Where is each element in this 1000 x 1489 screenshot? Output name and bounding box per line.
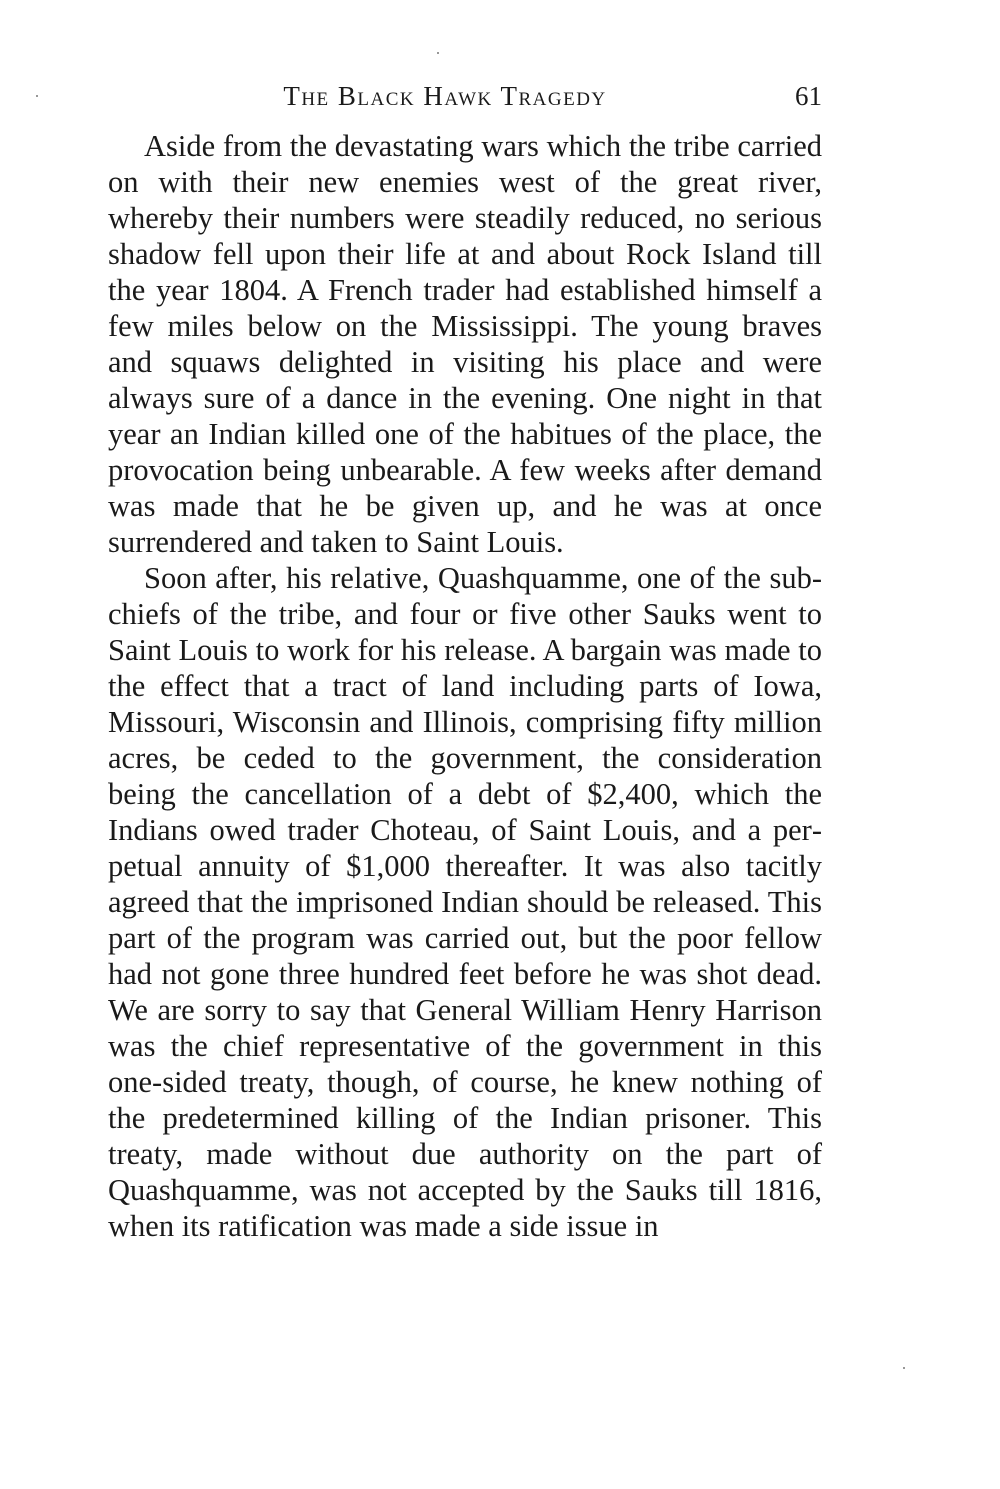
running-head	[108, 76, 822, 116]
paragraph: Soon after, his relative, Quashquamme, one of the sub-chiefs of the tribe, and four or five other Sauks went to Saint Louis to work for his release. A bargain was made to the effect that a tract of land including parts of Iowa, Missouri, Wisconsin and Illinois, comprising fifty million acres, be ceded to the government, the consideration being the cancellation of a debt of $2,400, which the Indians owed trader Choteau, of Saint Louis, and a perpetual annuity of $1,000 thereafter. It was also tacitly agreed that the imprisoned Indian should be released. This part of the program was carried out, but the poor fellow had not gone three hundred feet before he was shot dead. We are sorry to say that General William Henry Harrison was the chief representative of the government in this one-sided treaty, though, of course, he knew nothing of the predetermined killing of the Indian prisoner. This treaty, made without due authority on the part of Quashquamme, was not accepted by the Sauks till 1816, when its ratification was made a side issue in	[108, 561, 822, 1243]
body-text	[108, 128, 822, 1244]
page-number: 61	[795, 81, 822, 111]
scan-speck	[903, 1367, 905, 1369]
scan-speck	[437, 52, 439, 54]
paragraph: Aside from the devastating wars which the tribe carried on with their new enemies west of the great river, whereby their numbers were steadily reduced, no serious shadow fell upon their life at and about Rock Island till the year 1804. A French trader had established himself a few miles below on the Mississippi. The young braves and squaws delighted in visiting his place and were always sure of a dance in the evening. One night in that year an Indian killed one of the habitues of the place, the provocation being unbearable. A few weeks after demand was made that he be given up, and he was at once surrendered and taken to Saint Louis.	[108, 129, 822, 559]
running-title: The Black Hawk Tragedy	[283, 81, 607, 111]
scan-speck	[36, 95, 38, 97]
